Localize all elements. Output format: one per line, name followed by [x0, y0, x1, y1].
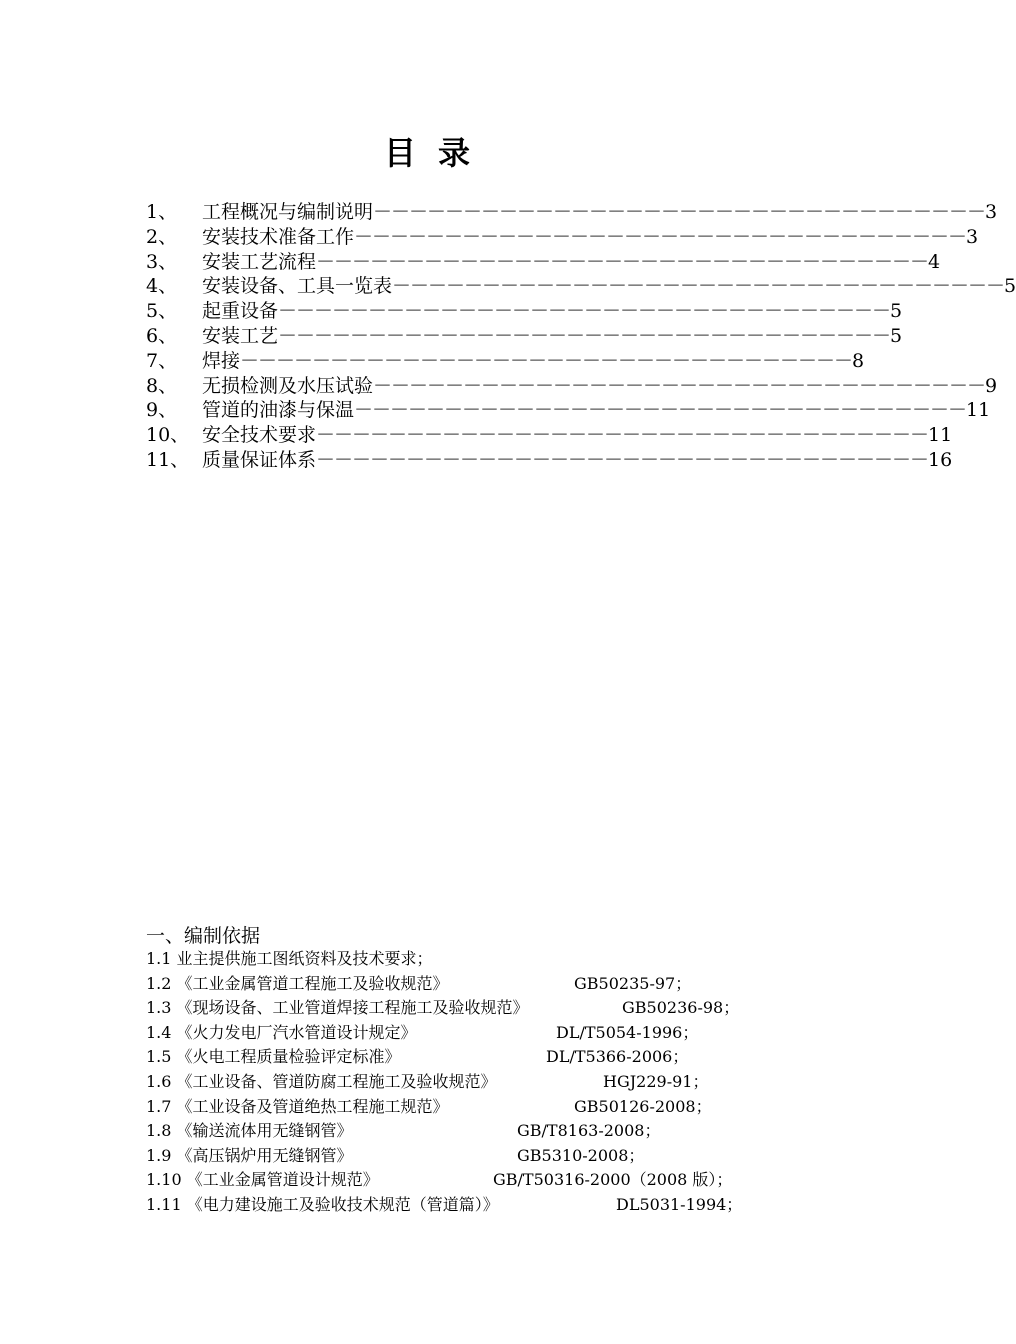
reference-item — [146, 1144, 786, 1169]
toc-entry-title: 安全技术要求 — [202, 424, 317, 447]
toc-entry-title: 管道的油漆与保温 — [202, 399, 355, 422]
toc-entry-number: 10、 — [146, 424, 190, 447]
reference-code: DL/T5366-2006； — [546, 1047, 689, 1067]
reference-title: 1.3 《现场设备、工业管道焊接工程施工及验收规范》 — [146, 998, 529, 1018]
reference-title: 1.1 业主提供施工图纸资料及技术要求； — [146, 949, 433, 968]
toc-entry-number: 2、 — [146, 225, 178, 248]
toc-entry-number: 9、 — [146, 399, 178, 422]
toc-entry-leader: －－－－－－－－－－－－－－－－－－－－－－－－－－－－－－－－－－ — [354, 225, 967, 248]
reference-item — [146, 996, 786, 1021]
toc-entry-leader: －－－－－－－－－－－－－－－－－－－－－－－－－－－－－－－－－－ — [354, 399, 967, 422]
reference-code: HGJ229-91； — [603, 1071, 709, 1091]
toc-entry[interactable] — [146, 200, 998, 225]
toc-entry-page: 11 — [928, 424, 953, 447]
toc-title: 目录 — [383, 134, 492, 172]
toc-entry[interactable] — [146, 448, 953, 473]
reference-code: GB/T50316-2000（2008 版）； — [493, 1170, 733, 1190]
toc-entry-page: 5 — [890, 324, 903, 347]
toc-entry-page: 16 — [928, 448, 953, 471]
toc-entry-leader: －－－－－－－－－－－－－－－－－－－－－－－－－－－－－－－－－－ — [316, 448, 929, 471]
toc-entry-number: 1、 — [146, 201, 178, 223]
reference-code: GB50236-98； — [622, 998, 740, 1018]
toc-entry[interactable] — [146, 398, 991, 423]
reference-item — [146, 947, 786, 972]
toc-entry[interactable] — [146, 299, 903, 324]
reference-list — [146, 947, 786, 1218]
reference-title: 1.10 《工业金属管道设计规范》 — [146, 1170, 379, 1190]
toc-entry-number: 4、 — [146, 275, 178, 298]
reference-code: GB/T8163-2008； — [517, 1121, 661, 1141]
toc-entry[interactable] — [146, 349, 865, 374]
reference-code: GB5310-2008； — [517, 1145, 645, 1165]
toc-entry-title: 焊接 — [202, 349, 241, 372]
toc-entry[interactable] — [146, 250, 941, 275]
section-heading: 一、编制依据 — [146, 925, 261, 947]
toc-entry-page: 4 — [928, 250, 941, 273]
reference-title: 1.5 《火电工程质量检验评定标准》 — [146, 1047, 401, 1067]
toc-entry-leader: －－－－－－－－－－－－－－－－－－－－－－－－－－－－－－－－－－ — [278, 324, 891, 347]
toc-entry-leader: －－－－－－－－－－－－－－－－－－－－－－－－－－－－－－－－－－ — [316, 250, 929, 273]
reference-item — [146, 1119, 786, 1144]
reference-item — [146, 1045, 786, 1070]
toc-entry-title: 起重设备 — [202, 300, 279, 323]
toc-entry[interactable] — [146, 274, 1016, 299]
reference-item — [146, 972, 786, 997]
reference-code: GB50235-97； — [574, 973, 692, 993]
toc-entry-title: 质量保证体系 — [202, 448, 317, 471]
toc-entry-page: 9 — [985, 374, 998, 397]
reference-title: 1.4 《火力发电厂汽水管道设计规定》 — [146, 1022, 417, 1042]
reference-item — [146, 1021, 786, 1046]
reference-title: 1.2 《工业金属管道工程施工及验收规范》 — [146, 973, 449, 993]
toc-entry-number: 7、 — [146, 349, 178, 372]
toc-entry-page: 5 — [890, 300, 903, 323]
toc-entry-number: 11、 — [146, 448, 190, 471]
toc-entry[interactable] — [146, 225, 979, 250]
reference-item — [146, 1070, 786, 1095]
toc-entry-leader: －－－－－－－－－－－－－－－－－－－－－－－－－－－－－－－－－－ — [240, 349, 853, 372]
toc-entry-leader: －－－－－－－－－－－－－－－－－－－－－－－－－－－－－－－－－－ — [278, 300, 891, 323]
reference-title: 1.7 《工业设备及管道绝热工程施工规范》 — [146, 1096, 449, 1116]
toc-entry-page: 3 — [985, 201, 998, 223]
reference-title: 1.11 《电力建设施工及验收技术规范（管道篇）》 — [146, 1194, 499, 1214]
toc-entry[interactable] — [146, 324, 903, 349]
toc-entry[interactable] — [146, 374, 998, 399]
reference-code: GB50126-2008； — [574, 1096, 712, 1116]
reference-title: 1.6 《工业设备、管道防腐工程施工及验收规范》 — [146, 1071, 497, 1091]
toc-entry-title: 安装设备、工具一览表 — [202, 275, 393, 298]
reference-title: 1.9 《高压锅炉用无缝钢管》 — [146, 1145, 353, 1165]
toc-entry-leader: －－－－－－－－－－－－－－－－－－－－－－－－－－－－－－－－－－ — [373, 374, 986, 397]
reference-item — [146, 1193, 786, 1218]
toc-entry-page: 3 — [966, 225, 979, 248]
reference-title: 1.8 《输送流体用无缝钢管》 — [146, 1121, 353, 1141]
reference-item — [146, 1095, 786, 1120]
toc-entry-leader: －－－－－－－－－－－－－－－－－－－－－－－－－－－－－－－－－－ — [316, 424, 929, 447]
toc-entry-title: 安装工艺流程 — [202, 250, 317, 273]
reference-code: DL/T5054-1996； — [556, 1022, 699, 1042]
toc-entry[interactable] — [146, 423, 953, 448]
toc-entry-leader: －－－－－－－－－－－－－－－－－－－－－－－－－－－－－－－－－－ — [373, 201, 986, 223]
reference-code: DL5031-1994； — [616, 1194, 743, 1214]
toc-entry-title: 无损检测及水压试验 — [202, 374, 374, 397]
toc-entry-title: 工程概况与编制说明 — [202, 201, 374, 223]
reference-item — [146, 1168, 786, 1193]
toc-entry-title: 安装技术准备工作 — [202, 225, 355, 248]
toc-entry-leader: －－－－－－－－－－－－－－－－－－－－－－－－－－－－－－－－－－ — [392, 275, 1005, 298]
table-of-contents — [146, 200, 1016, 473]
toc-entry-number: 3、 — [146, 250, 178, 273]
toc-entry-number: 8、 — [146, 374, 178, 397]
toc-entry-number: 6、 — [146, 324, 178, 347]
toc-entry-page: 11 — [966, 399, 991, 422]
toc-entry-page: 5 — [1004, 275, 1016, 298]
toc-entry-number: 5、 — [146, 300, 178, 323]
toc-entry-title: 安装工艺 — [202, 324, 279, 347]
toc-entry-page: 8 — [852, 349, 865, 372]
